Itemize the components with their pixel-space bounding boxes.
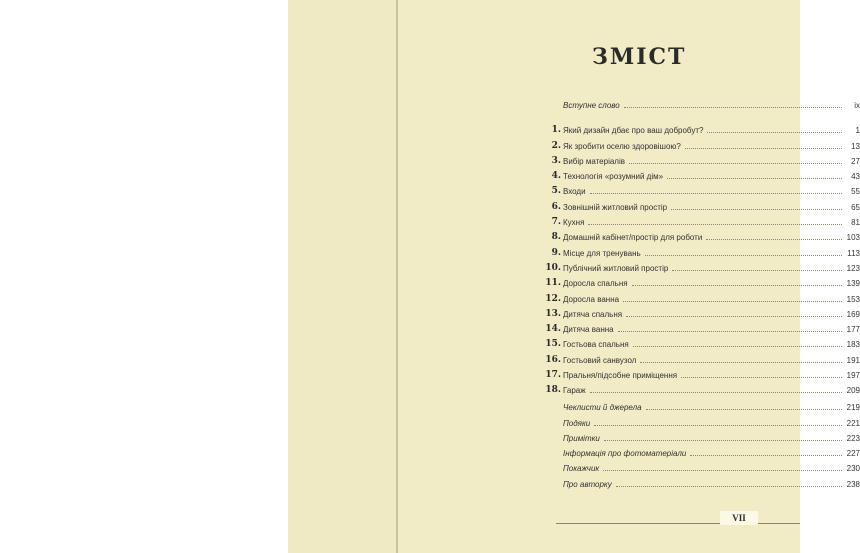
toc-entry-page: ix (854, 101, 860, 111)
left-page (288, 0, 398, 553)
blank-area (0, 0, 288, 553)
toc-chapter (545, 352, 860, 367)
toc-leader-dots (685, 148, 842, 149)
toc-leader-dots (646, 409, 842, 410)
chapter-number: 6. (551, 201, 561, 212)
toc-leader-dots (616, 486, 842, 487)
chapter-page: 177 (846, 325, 860, 335)
toc-leader-dots (640, 362, 842, 363)
chapter-title: Вибір матеріалів (563, 156, 626, 166)
toc-leader-dots (629, 163, 842, 164)
right-page (398, 0, 860, 553)
chapter-page: 209 (846, 386, 860, 396)
toc-entry-label: Про авторку (563, 479, 612, 489)
chapter-title: Кухня (563, 218, 585, 228)
toc-chapter (551, 184, 860, 199)
chapter-number: 11. (545, 278, 561, 289)
chapter-title: Публічний житловий простір (563, 263, 669, 273)
book-spread (288, 0, 860, 553)
chapter-title: Гостьова спальня (563, 340, 629, 350)
toc-chapter (551, 215, 860, 230)
chapter-number: 13. (545, 308, 561, 319)
toc-chapter (545, 337, 860, 352)
chapter-title: Зовнішній житловий простір (563, 202, 668, 212)
toc-chapter (545, 383, 860, 398)
toc-leader-dots (623, 301, 842, 302)
chapter-number: 14. (545, 324, 561, 335)
toc-entry (563, 400, 860, 415)
chapter-title: Домашній кабінет/простір для роботи (563, 233, 703, 243)
toc-leader-dots (690, 455, 842, 456)
toc-entry (563, 446, 860, 461)
toc-chapter (551, 245, 860, 260)
toc-leader-dots (633, 346, 842, 347)
toc-chapter (551, 138, 860, 153)
chapter-page: 197 (846, 371, 860, 381)
toc-chapter (551, 230, 860, 245)
chapter-title: Який дизайн дбає про ваш добробут? (563, 126, 704, 136)
chapter-page: 139 (846, 279, 860, 289)
toc-leader-dots (624, 107, 842, 108)
chapter-page: 1 (855, 126, 860, 136)
toc-leader-dots (681, 377, 842, 378)
toc-chapter (545, 291, 860, 306)
toc-entry-page: 221 (846, 418, 860, 428)
toc-entry-label: Покажчик (563, 464, 600, 474)
toc-leader-dots (626, 316, 842, 317)
toc-chapter (551, 123, 860, 138)
toc-title: ЗМІСТ (592, 44, 687, 70)
toc-leader-dots (667, 178, 842, 179)
chapter-number: 10. (545, 262, 561, 273)
toc-leader-dots (672, 270, 842, 271)
chapter-title: Доросла спальня (563, 279, 628, 289)
toc-chapter (551, 154, 860, 169)
toc-leader-dots (590, 392, 842, 393)
toc-leader-dots (618, 331, 842, 332)
chapter-title: Гостьовий санвузол (563, 355, 637, 365)
footer-rule (556, 523, 800, 524)
toc-chapter (551, 199, 860, 214)
chapter-page: 65 (851, 202, 860, 212)
chapter-number: 1. (551, 125, 561, 136)
toc-entry (563, 98, 860, 113)
chapter-title: Пральня/підсобне приміщення (563, 371, 678, 381)
toc-leader-dots (707, 132, 842, 133)
chapter-page: 123 (846, 263, 860, 273)
toc-chapter (545, 276, 860, 291)
chapter-number: 17. (545, 370, 561, 381)
chapter-page: 169 (846, 309, 860, 319)
toc-intro (563, 98, 860, 113)
toc-leader-dots (671, 209, 842, 210)
toc-entry-page: 230 (846, 464, 860, 474)
chapter-title: Дитяча ванна (563, 325, 614, 335)
toc-chapter (545, 261, 860, 276)
page-number: VII (720, 511, 758, 525)
chapter-number: 7. (551, 217, 561, 228)
toc-entry-page: 223 (846, 433, 860, 443)
toc-entry-label: Подяки (563, 418, 591, 428)
toc-leader-dots (604, 440, 842, 441)
chapter-number: 2. (551, 140, 561, 151)
toc-entry-label: Примітки (563, 433, 600, 443)
chapter-page: 103 (846, 233, 860, 243)
chapter-page: 55 (851, 187, 860, 197)
chapter-page: 43 (851, 172, 860, 182)
toc-leader-dots (590, 193, 842, 194)
chapter-title: Доросла ванна (563, 294, 620, 304)
chapter-page: 153 (846, 294, 860, 304)
toc-leader-dots (588, 224, 842, 225)
toc-chapter (545, 322, 860, 337)
toc-chapters (545, 123, 860, 398)
chapter-number: 8. (551, 232, 561, 243)
chapter-page: 191 (846, 355, 860, 365)
chapter-title: Місце для тренувань (563, 248, 641, 258)
toc-leader-dots (594, 425, 842, 426)
toc-entry (563, 415, 860, 430)
toc-chapter (551, 169, 860, 184)
toc-chapter (545, 307, 860, 322)
toc-leader-dots (632, 285, 842, 286)
chapter-page: 27 (851, 156, 860, 166)
toc-entry-label: Чеклисти й джерела (563, 403, 642, 413)
chapter-number: 9. (551, 247, 561, 258)
toc-back-matter (563, 400, 860, 492)
chapter-page: 81 (851, 218, 860, 228)
chapter-page: 183 (846, 340, 860, 350)
chapter-page: 113 (847, 248, 860, 258)
chapter-number: 3. (551, 155, 561, 166)
chapter-page: 13 (851, 141, 860, 151)
toc-chapter (545, 368, 860, 383)
toc-leader-dots (645, 255, 842, 256)
chapter-number: 4. (551, 171, 561, 182)
toc-entry-page: 227 (846, 449, 860, 459)
chapter-number: 18. (545, 385, 561, 396)
chapter-title: Технологія «розумний дім» (563, 172, 664, 182)
chapter-title: Дитяча спальня (563, 309, 623, 319)
toc-entry-label: Вступне слово (563, 101, 620, 111)
toc-entry (563, 476, 860, 491)
chapter-title: Входи (563, 187, 586, 197)
toc-entry (563, 431, 860, 446)
chapter-number: 5. (551, 186, 561, 197)
chapter-number: 16. (545, 354, 561, 365)
toc-entry (563, 461, 860, 476)
chapter-number: 12. (545, 293, 561, 304)
toc-entry-page: 238 (846, 479, 860, 489)
chapter-title: Як зробити оселю здоровішою? (563, 141, 681, 151)
toc-leader-dots (603, 470, 842, 471)
chapter-title: Гараж (563, 386, 586, 396)
toc-entry-page: 219 (846, 403, 860, 413)
toc-entry-label: Інформація про фотоматеріали (563, 449, 687, 459)
toc-leader-dots (706, 239, 842, 240)
chapter-number: 15. (545, 339, 561, 350)
